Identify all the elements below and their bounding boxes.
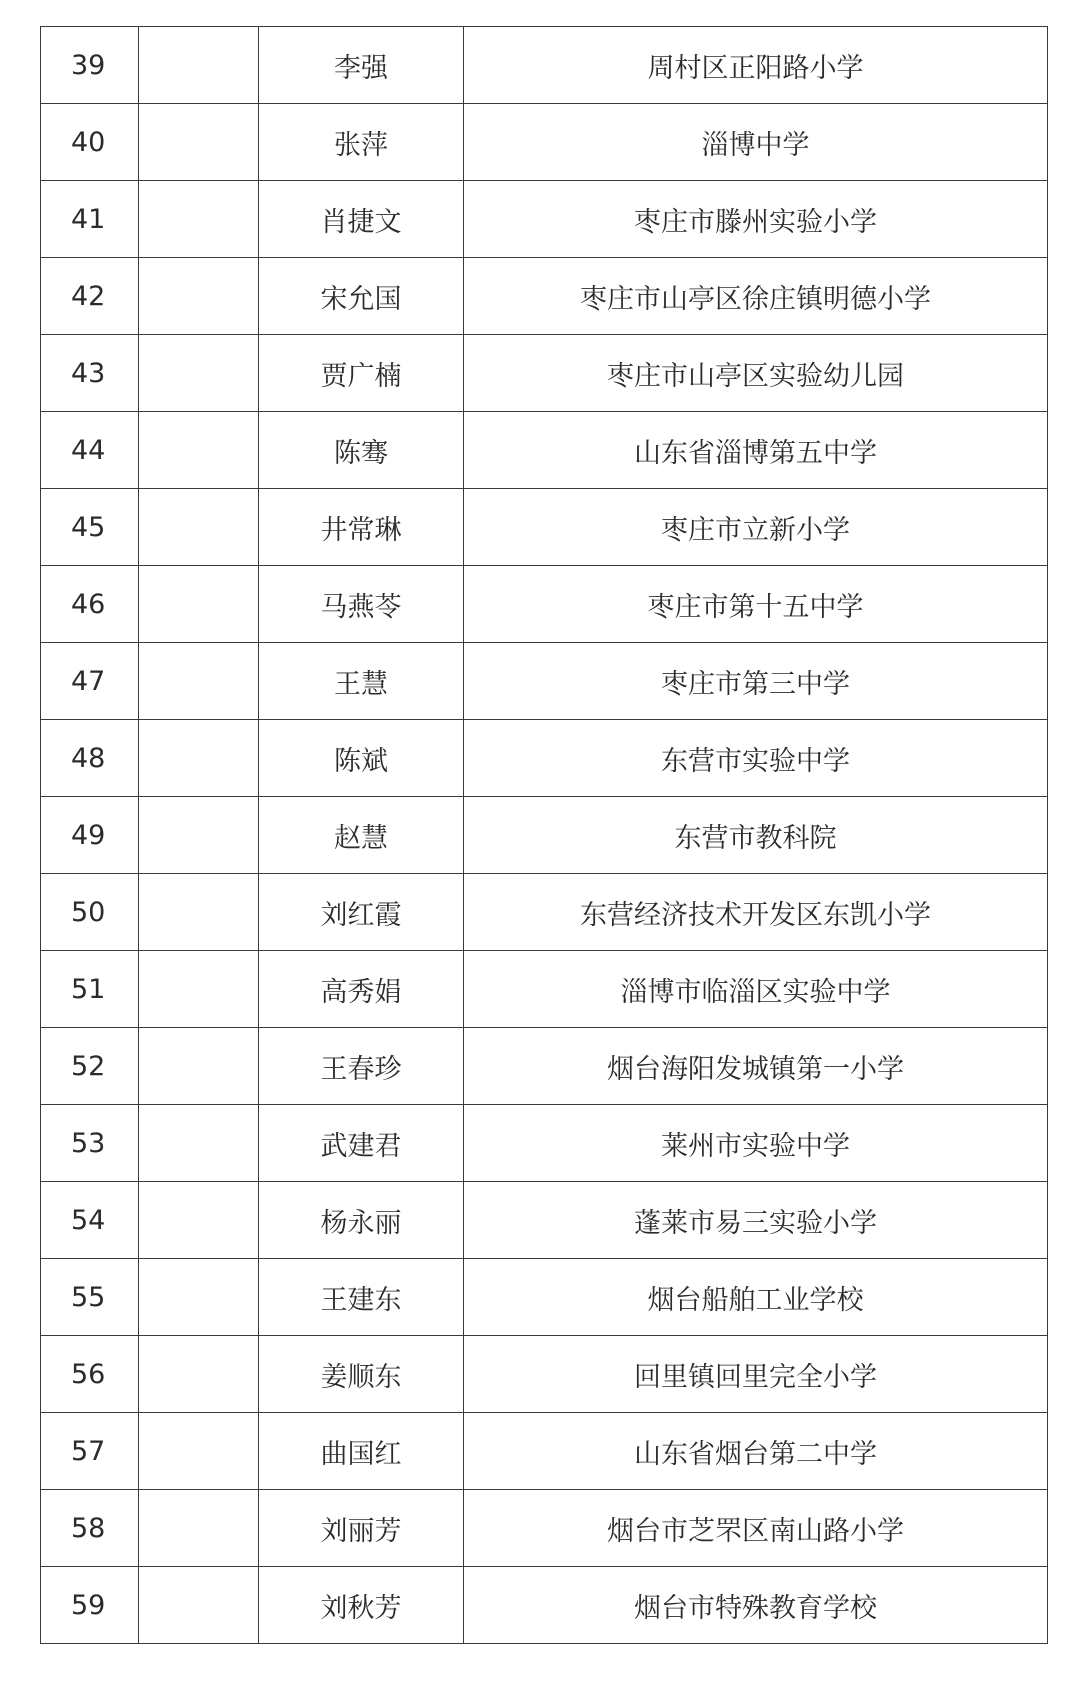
table-row xyxy=(41,335,1048,412)
work-unit: 山东省淄博第五中学 xyxy=(464,412,1048,489)
roster-table-container xyxy=(40,26,1047,1644)
work-unit: 山东省烟台第二中学 xyxy=(464,1413,1048,1490)
table-row xyxy=(41,27,1048,104)
person-name: 肖捷文 xyxy=(259,181,464,258)
table-row xyxy=(41,1182,1048,1259)
blank-cell xyxy=(139,720,259,797)
blank-cell xyxy=(139,27,259,104)
row-number: 55 xyxy=(41,1259,139,1336)
table-row xyxy=(41,181,1048,258)
person-name: 武建君 xyxy=(259,1105,464,1182)
row-number: 59 xyxy=(41,1567,139,1644)
blank-cell xyxy=(139,643,259,720)
table-row xyxy=(41,1105,1048,1182)
person-name: 王建东 xyxy=(259,1259,464,1336)
blank-cell xyxy=(139,1490,259,1567)
row-number: 57 xyxy=(41,1413,139,1490)
row-number: 43 xyxy=(41,335,139,412)
work-unit: 东营市实验中学 xyxy=(464,720,1048,797)
blank-cell xyxy=(139,1567,259,1644)
person-name: 井常琳 xyxy=(259,489,464,566)
blank-cell xyxy=(139,1182,259,1259)
blank-cell xyxy=(139,412,259,489)
blank-cell xyxy=(139,1413,259,1490)
blank-cell xyxy=(139,566,259,643)
table-row xyxy=(41,1413,1048,1490)
blank-cell xyxy=(139,335,259,412)
table-row xyxy=(41,797,1048,874)
table-row xyxy=(41,643,1048,720)
person-name: 刘秋芳 xyxy=(259,1567,464,1644)
work-unit: 淄博中学 xyxy=(464,104,1048,181)
blank-cell xyxy=(139,489,259,566)
row-number: 41 xyxy=(41,181,139,258)
work-unit: 淄博市临淄区实验中学 xyxy=(464,951,1048,1028)
roster-table-body xyxy=(41,27,1048,1644)
blank-cell xyxy=(139,1028,259,1105)
blank-cell xyxy=(139,951,259,1028)
work-unit: 烟台海阳发城镇第一小学 xyxy=(464,1028,1048,1105)
person-name: 张萍 xyxy=(259,104,464,181)
person-name: 陈斌 xyxy=(259,720,464,797)
blank-cell xyxy=(139,797,259,874)
row-number: 54 xyxy=(41,1182,139,1259)
person-name: 李强 xyxy=(259,27,464,104)
row-number: 39 xyxy=(41,27,139,104)
table-row xyxy=(41,566,1048,643)
row-number: 51 xyxy=(41,951,139,1028)
person-name: 王慧 xyxy=(259,643,464,720)
table-row xyxy=(41,104,1048,181)
person-name: 杨永丽 xyxy=(259,1182,464,1259)
work-unit: 东营市教科院 xyxy=(464,797,1048,874)
work-unit: 枣庄市滕州实验小学 xyxy=(464,181,1048,258)
table-row xyxy=(41,412,1048,489)
blank-cell xyxy=(139,104,259,181)
row-number: 52 xyxy=(41,1028,139,1105)
work-unit: 东营经济技术开发区东凯小学 xyxy=(464,874,1048,951)
person-name: 赵慧 xyxy=(259,797,464,874)
person-name: 陈骞 xyxy=(259,412,464,489)
work-unit: 回里镇回里完全小学 xyxy=(464,1336,1048,1413)
row-number: 44 xyxy=(41,412,139,489)
blank-cell xyxy=(139,1259,259,1336)
work-unit: 烟台市特殊教育学校 xyxy=(464,1567,1048,1644)
blank-cell xyxy=(139,1105,259,1182)
row-number: 45 xyxy=(41,489,139,566)
work-unit: 枣庄市立新小学 xyxy=(464,489,1048,566)
work-unit: 周村区正阳路小学 xyxy=(464,27,1048,104)
table-row xyxy=(41,1259,1048,1336)
work-unit: 莱州市实验中学 xyxy=(464,1105,1048,1182)
row-number: 40 xyxy=(41,104,139,181)
blank-cell xyxy=(139,258,259,335)
table-row xyxy=(41,1336,1048,1413)
person-name: 宋允国 xyxy=(259,258,464,335)
work-unit: 烟台市芝罘区南山路小学 xyxy=(464,1490,1048,1567)
blank-cell xyxy=(139,874,259,951)
person-name: 马燕苓 xyxy=(259,566,464,643)
person-name: 王春珍 xyxy=(259,1028,464,1105)
row-number: 48 xyxy=(41,720,139,797)
person-name: 贾广楠 xyxy=(259,335,464,412)
row-number: 42 xyxy=(41,258,139,335)
table-row xyxy=(41,1567,1048,1644)
table-row xyxy=(41,1028,1048,1105)
row-number: 49 xyxy=(41,797,139,874)
row-number: 46 xyxy=(41,566,139,643)
work-unit: 枣庄市第十五中学 xyxy=(464,566,1048,643)
row-number: 58 xyxy=(41,1490,139,1567)
row-number: 50 xyxy=(41,874,139,951)
person-name: 曲国红 xyxy=(259,1413,464,1490)
table-row xyxy=(41,874,1048,951)
table-row xyxy=(41,720,1048,797)
row-number: 47 xyxy=(41,643,139,720)
work-unit: 枣庄市山亭区徐庄镇明德小学 xyxy=(464,258,1048,335)
table-row xyxy=(41,1490,1048,1567)
work-unit: 枣庄市第三中学 xyxy=(464,643,1048,720)
work-unit: 枣庄市山亭区实验幼儿园 xyxy=(464,335,1048,412)
person-name: 姜顺东 xyxy=(259,1336,464,1413)
roster-table xyxy=(40,26,1048,1644)
blank-cell xyxy=(139,1336,259,1413)
row-number: 53 xyxy=(41,1105,139,1182)
person-name: 刘红霞 xyxy=(259,874,464,951)
person-name: 高秀娟 xyxy=(259,951,464,1028)
work-unit: 蓬莱市易三实验小学 xyxy=(464,1182,1048,1259)
table-row xyxy=(41,951,1048,1028)
table-row xyxy=(41,489,1048,566)
person-name: 刘丽芳 xyxy=(259,1490,464,1567)
row-number: 56 xyxy=(41,1336,139,1413)
table-row xyxy=(41,258,1048,335)
blank-cell xyxy=(139,181,259,258)
work-unit: 烟台船舶工业学校 xyxy=(464,1259,1048,1336)
